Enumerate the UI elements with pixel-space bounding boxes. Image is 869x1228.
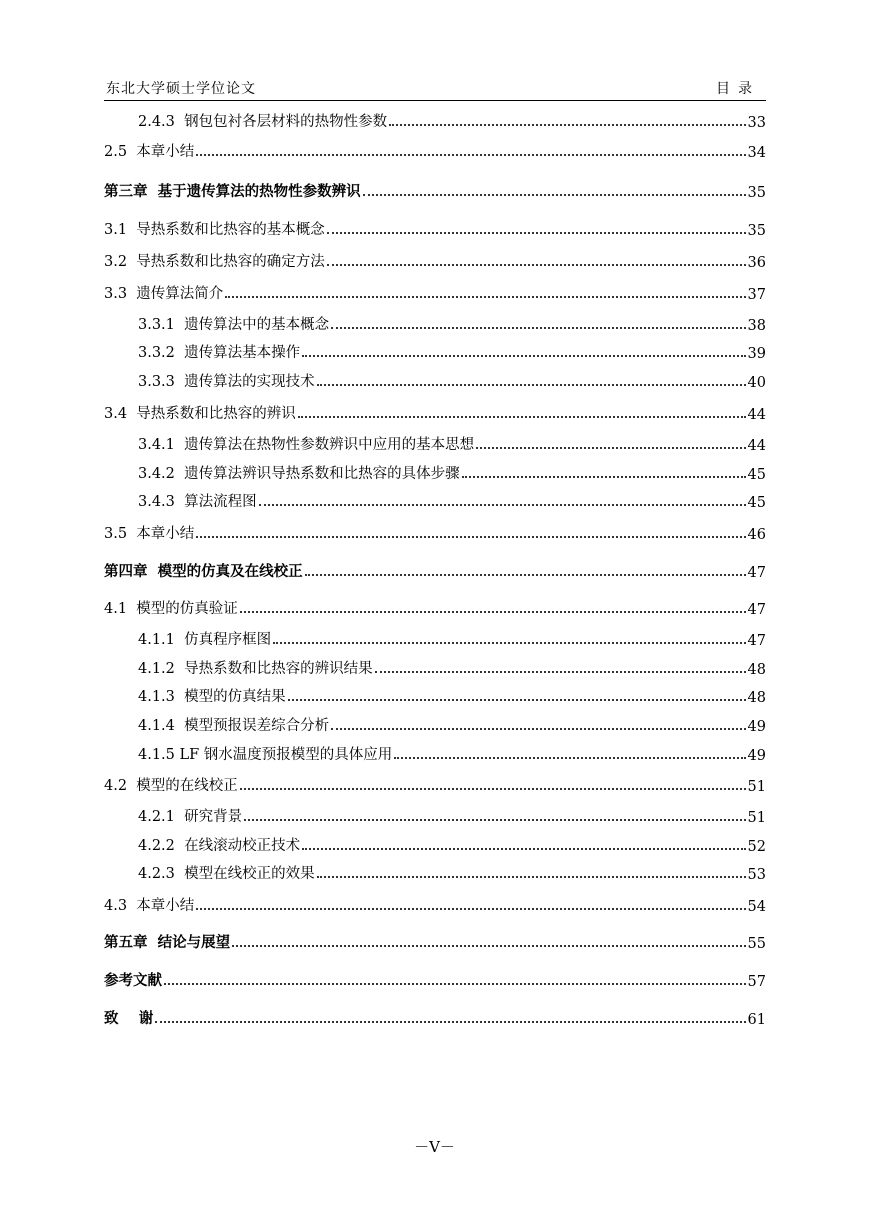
page-number: －V－ [414, 1138, 455, 1156]
dot-leader [302, 355, 745, 357]
toc-entry-title: 第五章 结论与展望 [104, 935, 231, 951]
dot-leader [288, 699, 746, 701]
toc-entry-title: 3.1 导热系数和比热容的基本概念 [104, 222, 325, 238]
toc-entry-page: 47 [747, 565, 766, 581]
toc-entry-title: 3.3.2 遗传算法基本操作 [138, 345, 301, 361]
toc-entry-2-5[interactable] [104, 140, 766, 161]
toc-entry-3-4-1[interactable] [104, 433, 766, 454]
toc-entry-page: 33 [747, 115, 766, 131]
toc-entry-page: 45 [747, 495, 766, 511]
toc-entry-4-1-1[interactable] [104, 628, 766, 649]
toc-entry-page: 39 [747, 346, 766, 362]
toc-entry-title: 3.2 导热系数和比热容的确定方法 [104, 254, 325, 270]
toc-entry-title: 3.3 遗传算法简介 [104, 286, 224, 302]
toc-entry-page: 54 [747, 899, 766, 915]
toc-entry-3-3[interactable] [104, 282, 766, 303]
dot-leader [273, 642, 745, 644]
toc-entry-title: 3.4 导热系数和比热容的辨识 [104, 406, 296, 422]
dot-leader [476, 447, 745, 449]
dot-leader [462, 476, 746, 478]
toc-entry-page: 45 [747, 467, 766, 483]
toc-entry-page: 35 [747, 185, 766, 201]
toc-entry-title: 致 谢 [104, 1011, 154, 1027]
toc-entry-page: 49 [747, 748, 766, 764]
header-section-title: 目录 [716, 81, 760, 97]
toc-entry-title: 4.1.2 导热系数和比热容的辨识结果 [138, 661, 373, 677]
toc-entry-title: 4.1.3 模型的仿真结果 [138, 689, 286, 705]
toc-entry-title: 4.1.1 仿真程序框图 [138, 632, 272, 648]
dot-leader [259, 504, 746, 506]
toc-entry-4-2[interactable] [104, 774, 766, 795]
toc-entry-3-3-1[interactable] [104, 313, 766, 334]
toc-entry-title: 第四章 模型的仿真及在线校正 [104, 564, 303, 580]
toc-entry-2-4-3[interactable] [104, 110, 766, 131]
dot-leader [244, 819, 745, 821]
toc-entry-4-1-4[interactable] [104, 714, 766, 735]
toc-entry-4-1-3[interactable] [104, 685, 766, 706]
toc-entry-3-3-3[interactable] [104, 370, 766, 391]
toc-entry-title: 4.1.4 模型预报误差综合分析 [138, 718, 330, 734]
dot-leader [317, 384, 746, 386]
dot-leader [155, 1021, 745, 1023]
dot-leader [394, 757, 745, 759]
dot-leader [298, 416, 746, 418]
dot-leader [225, 296, 745, 298]
toc-entry-4-2-1[interactable] [104, 805, 766, 826]
dot-leader [375, 671, 746, 673]
dot-leader [232, 945, 745, 947]
dot-leader [317, 876, 746, 878]
toc-entry-title: 3.4.3 算法流程图 [138, 494, 257, 510]
toc-entry-page: 61 [747, 1012, 766, 1028]
toc-entry-title: 4.1.5 LF 钢水温度预报模型的具体应用 [138, 747, 393, 763]
dot-leader [196, 536, 745, 538]
toc-entry-3-4-2[interactable] [104, 462, 766, 483]
running-header [104, 78, 766, 100]
dot-leader [164, 983, 746, 985]
toc-entry-title: 3.5 本章小结 [104, 526, 195, 542]
toc-entry-page: 37 [747, 287, 766, 303]
toc-entry-title: 4.2.1 研究背景 [138, 809, 243, 825]
toc-entry-page: 38 [747, 318, 766, 334]
toc-entry-title: 3.4.1 遗传算法在热物性参数辨识中应用的基本思想 [138, 437, 475, 453]
toc-entry-3-3-2[interactable] [104, 341, 766, 362]
toc-entry-4-1-2[interactable] [104, 657, 766, 678]
toc-entry-title: 3.3.3 遗传算法的实现技术 [138, 374, 315, 390]
toc-entry-chapter-4[interactable] [104, 560, 766, 581]
toc-entry-title: 4.3 本章小结 [104, 898, 195, 914]
dot-leader [196, 908, 745, 910]
toc-entry-page: 48 [747, 662, 766, 678]
toc-entry-page: 55 [747, 936, 766, 952]
dot-leader [331, 327, 745, 329]
toc-entry-4-2-2[interactable] [104, 834, 766, 855]
toc-entry-page: 47 [747, 633, 766, 649]
toc-entry-title: 第三章 基于遗传算法的热物性参数辨识 [104, 184, 361, 200]
dot-leader [327, 264, 746, 266]
dot-leader [240, 788, 746, 790]
toc-entry-page: 36 [747, 255, 766, 271]
toc-entry-page: 40 [747, 375, 766, 391]
toc-entry-page: 47 [747, 602, 766, 618]
toc-entry-title: 参考文献 [104, 973, 162, 989]
toc-entry-3-4-3[interactable] [104, 490, 766, 511]
toc-entry-acknowledgements[interactable] [104, 1007, 766, 1028]
toc-entry-page: 44 [747, 438, 766, 454]
dot-leader [240, 611, 746, 613]
toc-entry-page: 52 [747, 839, 766, 855]
toc-entry-references[interactable] [104, 969, 766, 990]
toc-entry-4-1-5[interactable] [104, 743, 766, 764]
toc-entry-page: 35 [747, 223, 766, 239]
toc-entry-page: 53 [747, 867, 766, 883]
toc-entry-4-2-3[interactable] [104, 862, 766, 883]
toc-entry-3-5[interactable] [104, 522, 766, 543]
toc-entry-title: 4.2.3 模型在线校正的效果 [138, 866, 315, 882]
toc-entry-page: 51 [747, 810, 766, 826]
toc-entry-title: 2.5 本章小结 [104, 144, 195, 160]
header-divider [104, 100, 766, 101]
dot-leader [196, 154, 745, 156]
toc-entry-title: 4.2.2 在线滚动校正技术 [138, 838, 301, 854]
toc-entry-page: 34 [747, 145, 766, 161]
dot-leader [327, 232, 746, 234]
toc-entry-title: 4.1 模型的仿真验证 [104, 601, 238, 617]
dot-leader [363, 194, 746, 196]
dot-leader [389, 124, 745, 126]
toc-entry-3-4[interactable] [104, 402, 766, 423]
toc-entry-3-1[interactable] [104, 218, 766, 239]
toc-entry-page: 49 [747, 719, 766, 735]
toc-entry-page: 51 [747, 779, 766, 795]
header-thesis-title: 东北大学硕士学位论文 [106, 81, 256, 97]
toc-entry-4-3[interactable] [104, 894, 766, 915]
toc-entry-chapter-3[interactable] [104, 180, 766, 201]
toc-entry-3-2[interactable] [104, 250, 766, 271]
toc-entry-title: 3.4.2 遗传算法辨识导热系数和比热容的具体步骤 [138, 466, 460, 482]
dot-leader [305, 574, 746, 576]
toc-entry-page: 57 [747, 974, 766, 990]
dot-leader [302, 848, 745, 850]
toc-entry-page: 48 [747, 690, 766, 706]
toc-entry-title: 2.4.3 钢包包衬各层材料的热物性参数 [138, 114, 388, 130]
toc-entry-page: 46 [747, 527, 766, 543]
dot-leader [331, 728, 745, 730]
toc-entry-page: 44 [747, 407, 766, 423]
toc-entry-chapter-5[interactable] [104, 931, 766, 952]
toc-entry-title: 3.3.1 遗传算法中的基本概念 [138, 317, 330, 333]
toc-entry-4-1[interactable] [104, 597, 766, 618]
toc-entry-title: 4.2 模型的在线校正 [104, 778, 238, 794]
